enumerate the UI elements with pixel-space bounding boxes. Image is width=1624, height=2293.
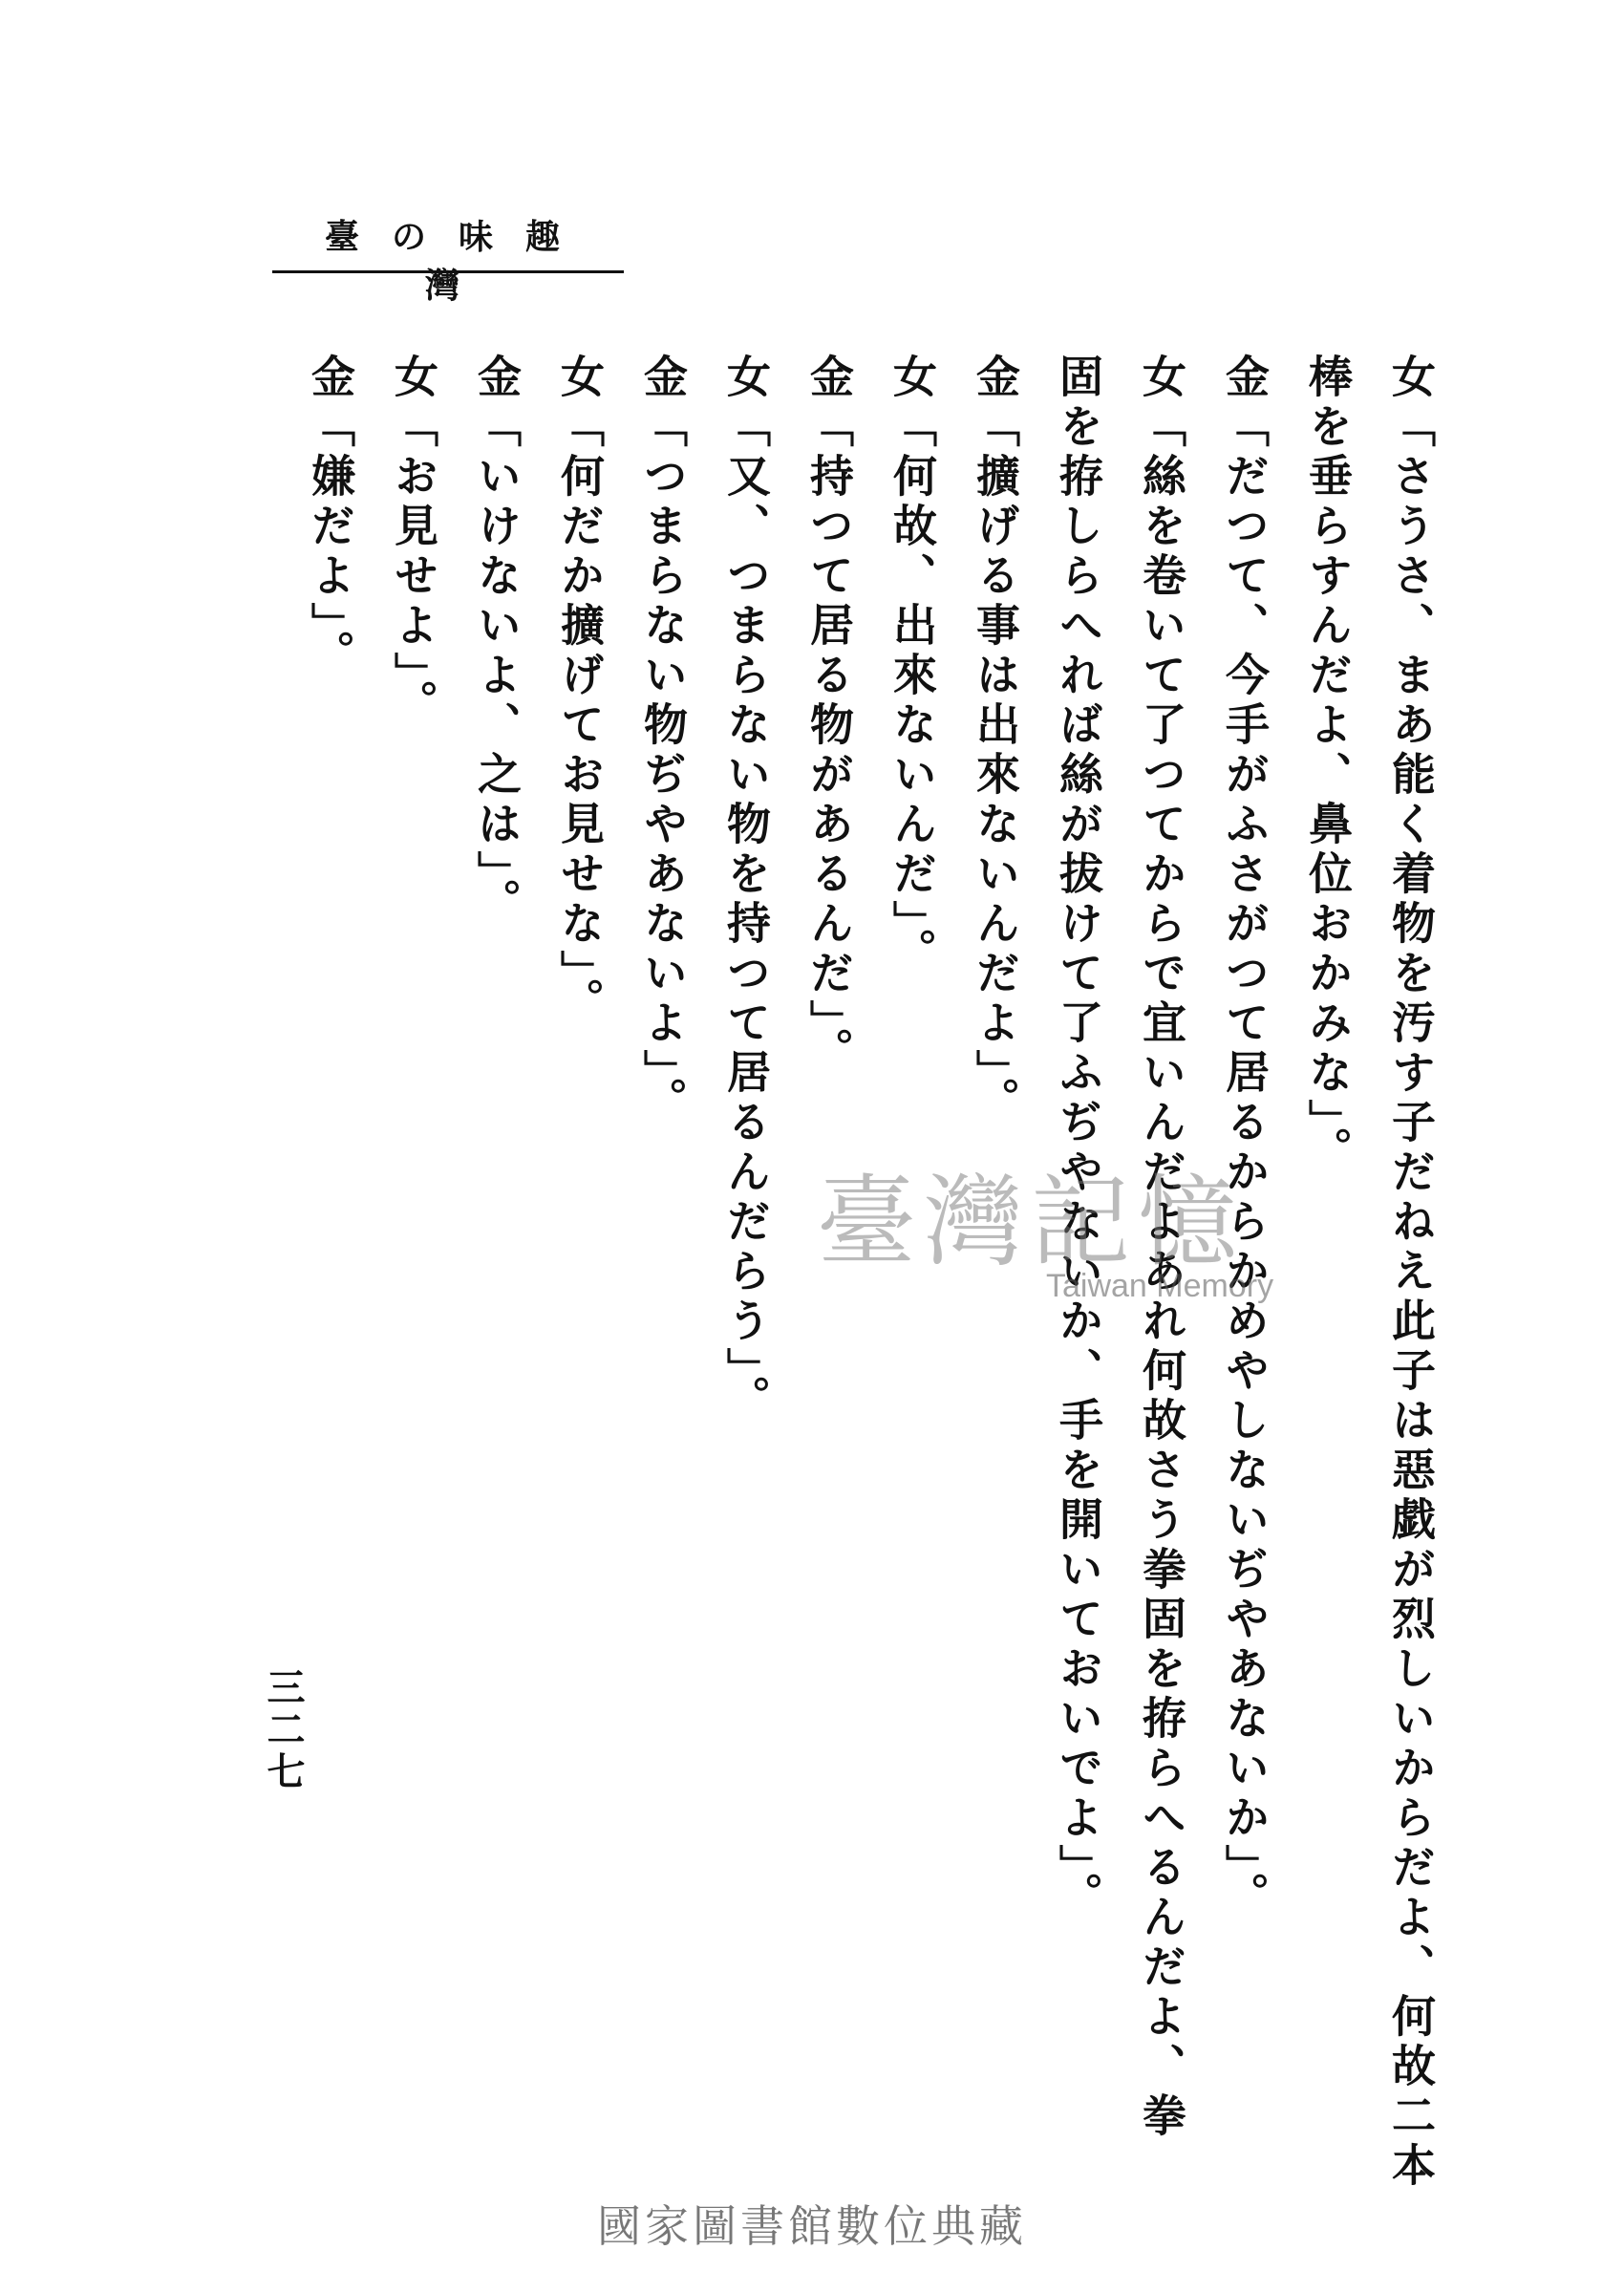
- text-line: 棒を垂らすんだよ、鼻位おかみな」。: [1302, 354, 1354, 1176]
- text-line: 金「だつて、今手がふさがつて居るからかめやしないぢやあないか」。: [1219, 354, 1271, 1921]
- text-line: 固を拵しらへれば絲が拔けて了ふぢやないか、手を開いておいでよ」。: [1053, 354, 1104, 1921]
- text-line: 金「持つて居る物があるんだ」。: [803, 354, 855, 1077]
- header-rule: [272, 270, 624, 273]
- text-line: 女「絲を卷いて了つてからで宜いんだよあれ何故さう拳固を拵らへるんだよ、拳: [1136, 354, 1187, 2142]
- footer-credit: 國家圖書館數位典藏: [597, 2200, 1027, 2252]
- watermark-english: Taiwan Memory: [1046, 1268, 1274, 1304]
- text-line: 女「何だか擴げてお見せな」。: [554, 354, 606, 1027]
- text-line: 金「嫌だよ」。: [305, 354, 356, 679]
- body-text-block: [288, 354, 1452, 2192]
- text-line: 女「お見せよ」。: [388, 354, 439, 729]
- text-line: 女「さうさ、まあ能く着物を汚す子だねえ此子は惡戯が烈しいからだよ、何故二本: [1385, 354, 1437, 2192]
- text-line: 女「又、つまらない物を持つて居るんだらう」。: [720, 354, 772, 1425]
- running-header-title: 趣味の臺灣: [324, 217, 592, 306]
- text-line: 女「何故、出來ないんだ」。: [887, 354, 938, 977]
- text-line: 金「つまらない物ぢやあないよ」。: [637, 354, 689, 1126]
- text-line: 金「いけないよ、之は」。: [471, 354, 523, 928]
- text-line: 金「擴げる事は出來ないんだよ」。: [970, 354, 1021, 1126]
- page-number: 三二七: [261, 1667, 306, 1793]
- watermark-chinese: 臺灣記憶: [817, 1164, 1246, 1280]
